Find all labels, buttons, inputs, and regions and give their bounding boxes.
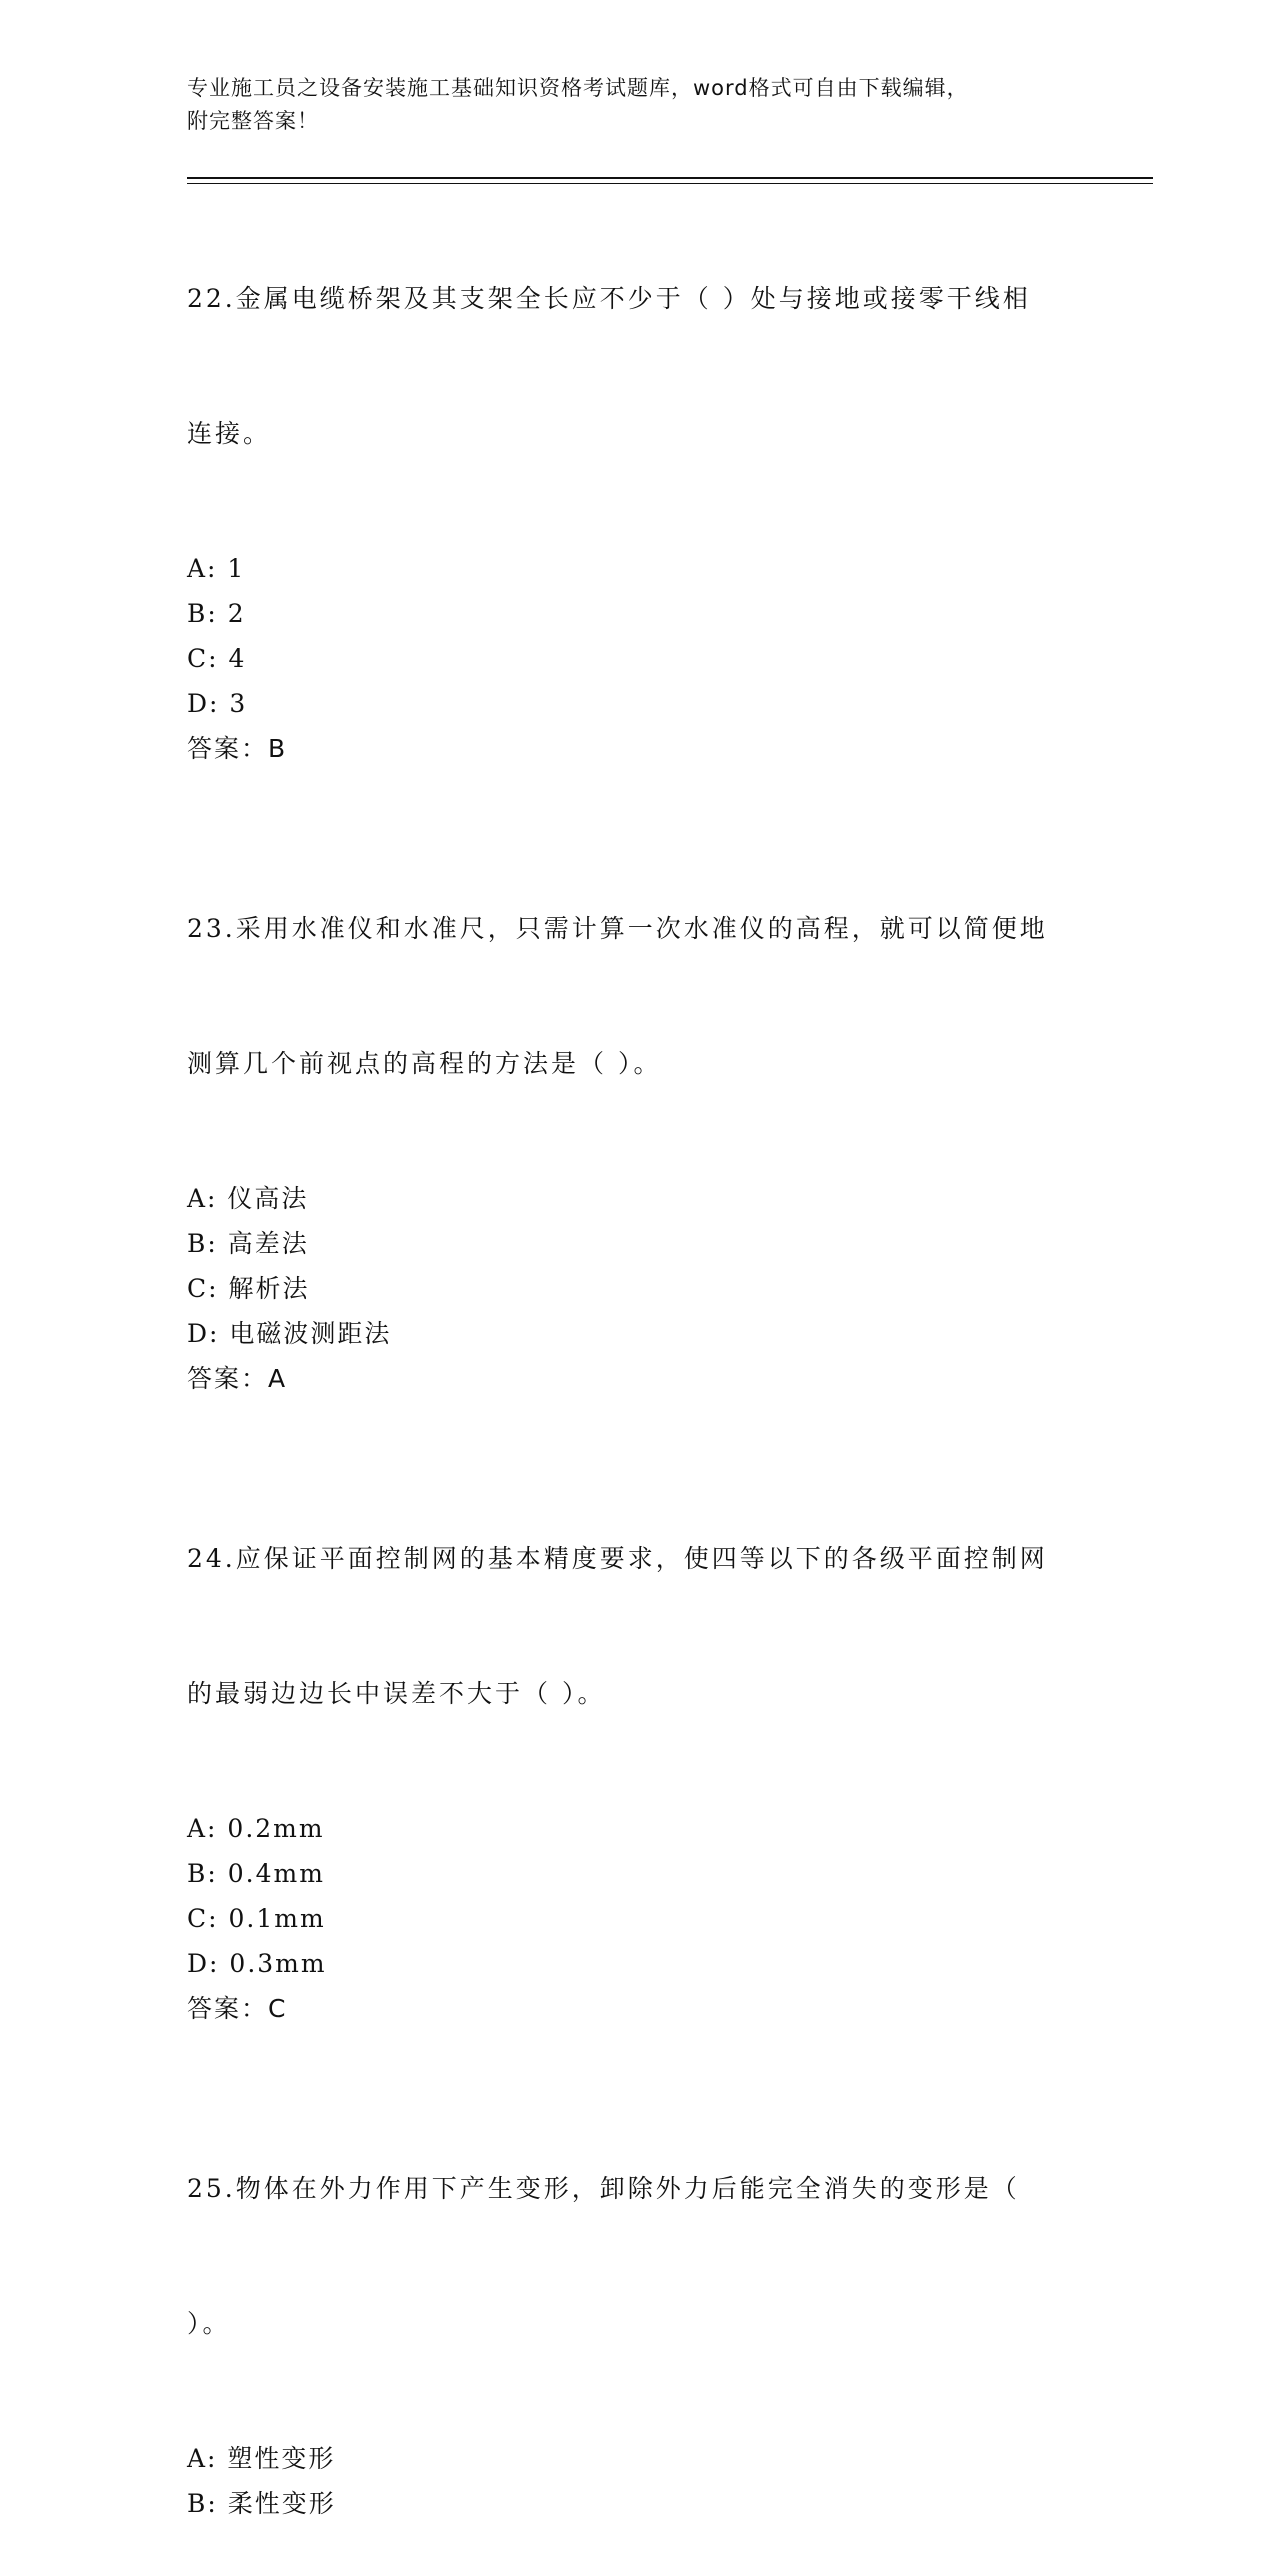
option-b: B: 高差法 — [187, 1229, 309, 1258]
answer: 答案：C — [187, 1994, 288, 2023]
header-line-2: 附完整答案！ — [187, 109, 319, 133]
question-text-line-1: 25.物体在外力作用下产生变形，卸除外力后能完全消失的变形是（ — [187, 2174, 1020, 2203]
option-a: A: 塑性变形 — [187, 2444, 336, 2473]
option-b: B: 0.4mm — [187, 1859, 325, 1888]
option-c: C: 4 — [187, 644, 247, 673]
question-24 — [187, 1446, 1087, 2031]
option-c: C: 0.1mm — [187, 1904, 326, 1933]
question-text-line-1: 23.采用水准仪和水准尺，只需计算一次水准仪的高程，就可以简便地 — [187, 914, 1048, 943]
question-22 — [187, 186, 1087, 771]
question-text-line-2: 测算几个前视点的高程的方法是（ ）。 — [187, 1049, 662, 1078]
question-text — [187, 816, 1087, 1176]
question-23 — [187, 816, 1087, 1401]
question-text-line-2: 连接。 — [187, 419, 272, 448]
question-text-line-2: ）。 — [187, 2309, 231, 2338]
header-divider-thick — [187, 177, 1153, 179]
option-a: A: 仪高法 — [187, 1184, 309, 1213]
option-a: A: 0.2mm — [187, 1814, 325, 1843]
option-d: D: 0.3mm — [187, 1949, 327, 1978]
header-line-1: 专业施工员之设备安装施工基础知识资格考试题库，word格式可自由下载编辑， — [187, 76, 969, 100]
question-text — [187, 1446, 1087, 1806]
question-text-line-1: 22.金属电缆桥架及其支架全长应不少于（ ）处与接地或接零干线相 — [187, 284, 1031, 313]
option-a: A: 1 — [187, 554, 246, 583]
option-b: B: 柔性变形 — [187, 2489, 336, 2518]
header-divider-thin — [187, 183, 1153, 184]
question-text-line-1: 24.应保证平面控制网的基本精度要求，使四等以下的各级平面控制网 — [187, 1544, 1048, 1573]
question-list — [187, 186, 1087, 2571]
question-25 — [187, 2076, 1087, 2526]
option-d: D: 3 — [187, 689, 248, 718]
option-b: B: 2 — [187, 599, 246, 628]
option-d: D: 电磁波测距法 — [187, 1319, 392, 1348]
option-c: C: 解析法 — [187, 1274, 310, 1303]
answer: 答案：B — [187, 734, 288, 763]
question-text-line-2: 的最弱边边长中误差不大于（ ）。 — [187, 1679, 606, 1708]
document-header — [187, 72, 1067, 138]
question-text — [187, 2076, 1087, 2436]
answer: 答案：A — [187, 1364, 288, 1393]
question-text — [187, 186, 1087, 546]
